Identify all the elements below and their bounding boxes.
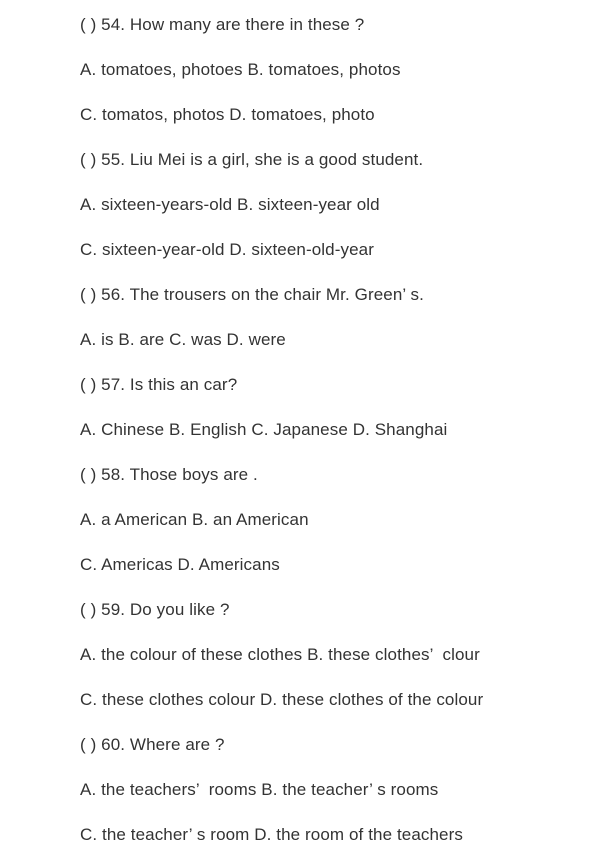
question-60: ( ) 60. Where are ? <box>80 735 225 754</box>
question-55: ( ) 55. Liu Mei is a girl, she is a good student. <box>80 150 424 169</box>
options-57: A. Chinese B. English C. Japanese D. Shanghai <box>80 420 448 439</box>
options-54-cd: C. tomatos, photos D. tomatoes, photo <box>80 105 375 124</box>
exercise-document <box>80 11 595 866</box>
options-59-ab: A. the colour of these clothes B. these clothes’ clour <box>80 645 480 664</box>
options-56: A. is B. are C. was D. were <box>80 330 286 349</box>
options-60-ab: A. the teachers’ rooms B. the teacher’ s rooms <box>80 780 439 799</box>
options-60-cd: C. the teacher’ s room D. the room of the teachers <box>80 825 463 844</box>
options-58-cd: C. Americas D. Americans <box>80 555 280 574</box>
options-55-ab: A. sixteen-years-old B. sixteen-year old <box>80 195 380 214</box>
question-59: ( ) 59. Do you like ? <box>80 600 230 619</box>
options-55-cd: C. sixteen-year-old D. sixteen-old-year <box>80 240 374 259</box>
question-56: ( ) 56. The trousers on the chair Mr. Green’ s. <box>80 285 424 304</box>
question-58: ( ) 58. Those boys are . <box>80 465 258 484</box>
question-54: ( ) 54. How many are there in these ? <box>80 15 365 34</box>
question-57: ( ) 57. Is this an car? <box>80 375 238 394</box>
options-59-cd: C. these clothes colour D. these clothes of the colour <box>80 690 484 709</box>
options-54-ab: A. tomatoes, photoes B. tomatoes, photos <box>80 60 401 79</box>
options-58-ab: A. a American B. an American <box>80 510 309 529</box>
